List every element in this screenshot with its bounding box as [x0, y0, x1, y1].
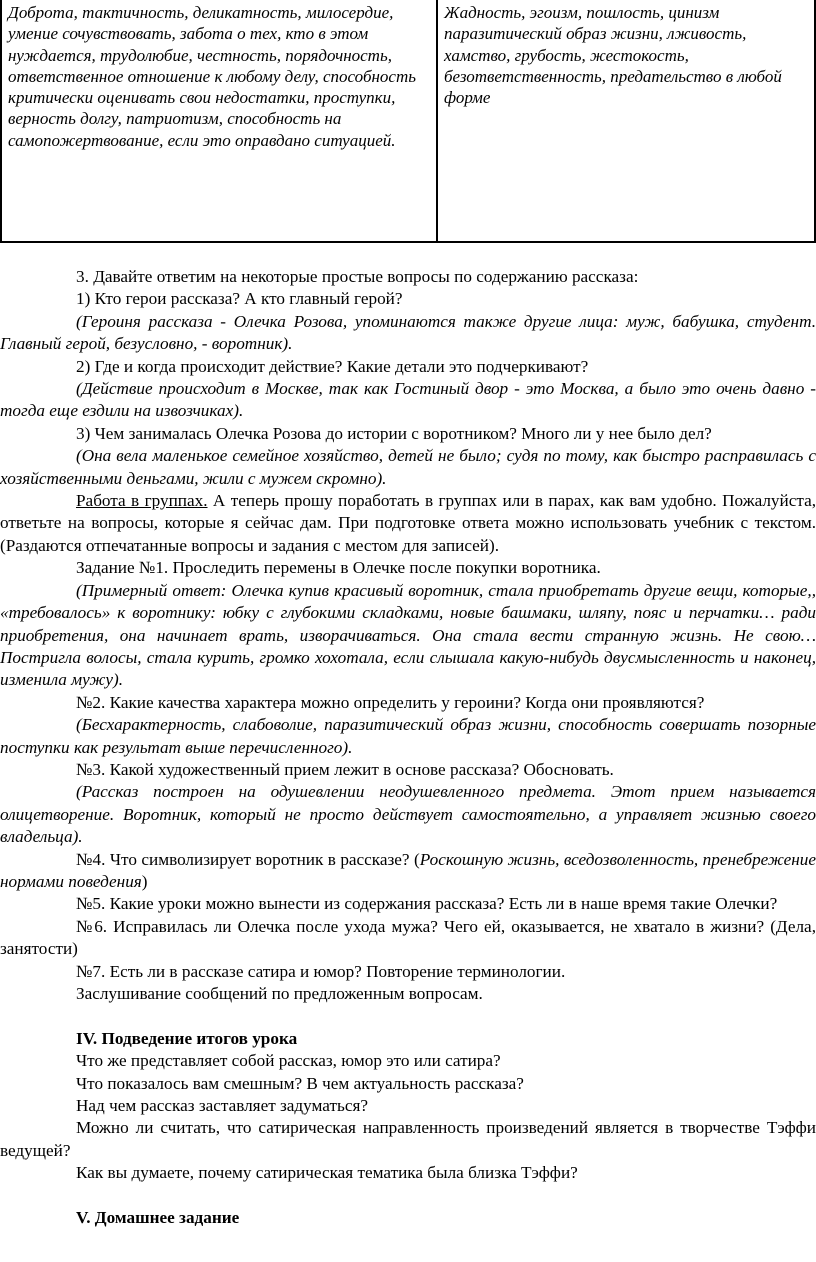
answer: (Она вела маленькое семейное хозяйство, детей не было; судя по тому, как быстро расправилась с хозяйственными деньгами, жили с мужем скромно).	[0, 446, 816, 488]
group-work-text: А теперь прошу поработать в группах или в парах, как вам удобно. Пожалуйста, ответьте на вопросы, которые я сейчас дам. При подготовке ответа можно использовать учебник с текстом. (Раздаются отпечатанные вопросы и задания с местом для записей).	[0, 491, 816, 555]
question: Как вы думаете, почему сатирическая тематика была близка Тэффи?	[76, 1163, 578, 1183]
answer: (Героиня рассказа - Олечка Розова, упоминаются также другие лица: муж, бабушка, студент. Главный герой, безусловно, - воротник).	[0, 311, 816, 354]
section-heading: V. Домашнее задание	[76, 1208, 240, 1228]
lesson-text	[0, 266, 816, 1229]
negative-qualities-cell: Жадность, эгоизм, пошлость, цинизм паразитический образ жизни, лживость, хамство, грубость, жестокость, безответственность, предательство в любой форме	[437, 0, 815, 242]
task: №7. Есть ли в рассказе сатира и юмор? Повторение терминологии.	[76, 961, 566, 981]
task-text-end: )	[141, 871, 148, 891]
task	[0, 849, 816, 894]
answer: (Бесхарактерность, слабоволие, паразитический образ жизни, способность совершать позорные поступки как результат выше перечисленного).	[0, 715, 816, 757]
group-work-heading: Работа в группах.	[76, 491, 208, 511]
question: Что же представляет собой рассказ, юмор это или сатира?	[76, 1051, 501, 1071]
paragraph	[0, 490, 816, 557]
section-heading: IV. Подведение итогов урока	[76, 1028, 298, 1048]
question: Что показалось вам смешным? В чем актуальность рассказа?	[76, 1073, 524, 1093]
task-answer: Роскошную жизнь, вседозволенность, пренебрежение нормами поведения	[0, 849, 816, 891]
answer: (Примерный ответ: Олечка купив красивый воротник, стала приобретать другие вещи, которые,, «требовалось» к воротнику: юбку с глубокими складками, новые башмаки, шляпу, пояс и перчатки… ради приобретения, она начинает врать, изворачиваться. Она стала вести странную жизнь. Не свою…Постригла волосы, стала курить, громко хохотала, если слышала какую-нибудь двусмысленность и наконец, изменила мужу).	[0, 580, 816, 690]
qualities-table	[0, 0, 816, 243]
question: Над чем рассказ заставляет задуматься?	[76, 1096, 369, 1116]
task: №3. Какой художественный прием лежит в основе рассказа? Обосновать.	[76, 759, 614, 779]
question: 3) Чем занималась Олечка Розова до истории с воротником? Много ли у нее было дел?	[76, 423, 712, 443]
paragraph: Заслушивание сообщений по предложенным вопросам.	[76, 984, 483, 1003]
task-text: №4. Что символизирует воротник в рассказе? (	[76, 849, 420, 869]
table-row	[1, 0, 815, 242]
task: Задание №1. Проследить перемены в Олечке после покупки воротника.	[76, 558, 601, 578]
task: №2. Какие качества характера можно определить у героини? Когда они проявляются?	[76, 692, 705, 712]
blank-line	[0, 1005, 816, 1027]
question: Можно ли считать, что сатирическая направленность произведений является в творчестве Тэффи ведущей?	[0, 1118, 816, 1160]
blank-line	[0, 1185, 816, 1207]
task: №6. Исправилась ли Олечка после ухода мужа? Чего ей, оказывается, не хватало в жизни? (Дела, занятости)	[0, 916, 816, 959]
answer: (Действие происходит в Москве, так как Гостиный двор - это Москва, а было это очень давно - тогда еще ездили на извозчиках).	[0, 379, 816, 421]
positive-qualities-cell: Доброта, тактичность, деликатность, милосердие, умение сочувствовать, забота о тех, кто в этом нуждается, трудолюбие, честность, порядочность, ответственное отношение к любому делу, способность критически оценивать свои недостатки, проступки, верность долгу, патриотизм, способность на самопожертвование, если это оправдано ситуацией.	[1, 0, 437, 242]
question: 1) Кто герои рассказа? А кто главный герой?	[76, 289, 403, 309]
task: №5. Какие уроки можно вынести из содержания рассказа? Есть ли в наше время такие Олечки?	[76, 894, 778, 914]
answer: (Рассказ построен на одушевлении неодушевленного предмета. Этот прием называется олицетворение. Воротник, который не просто действует самостоятельно, а управляет жизнью своего владельца).	[0, 782, 816, 847]
question: 2) Где и когда происходит действие? Какие детали это подчеркивают?	[76, 356, 589, 376]
paragraph: 3. Давайте ответим на некоторые простые вопросы по содержанию рассказа:	[76, 267, 639, 286]
